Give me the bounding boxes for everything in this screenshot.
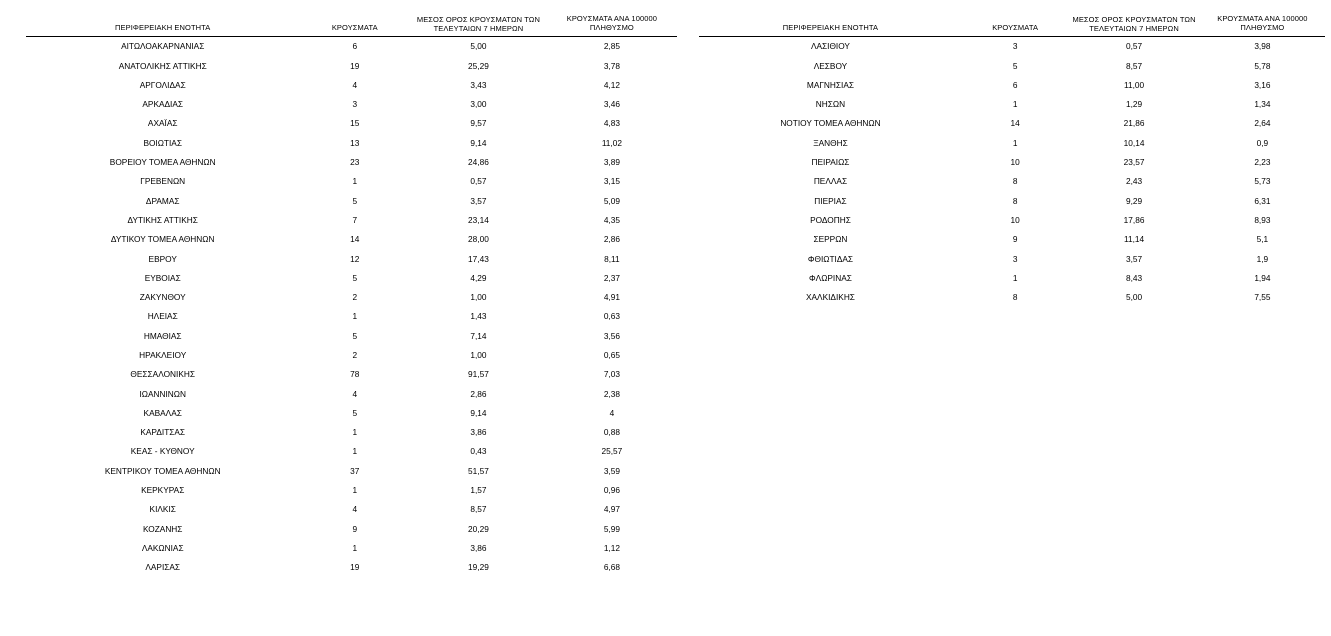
table-row bbox=[699, 153, 1325, 172]
cell-name: ΔΥΤΙΚΗΣ ΑΤΤΙΚΗΣ bbox=[127, 214, 198, 225]
cell-cases: 1 bbox=[352, 446, 358, 457]
table-row bbox=[26, 423, 677, 442]
cell-avg: 25,29 bbox=[468, 60, 489, 71]
cell-cases: 2 bbox=[352, 350, 358, 360]
cell-name: ΒΟΡΕΙΟΥ ΤΟΜΕΑ ΑΘΗΝΩΝ bbox=[109, 157, 216, 168]
cell-per100k: 1,34 bbox=[1254, 99, 1271, 110]
cell-avg: 17,43 bbox=[468, 253, 489, 264]
cell-name: ΔΥΤΙΚΟΥ ΤΟΜΕΑ ΑΘΗΝΩΝ bbox=[110, 234, 215, 245]
cell-name: ΑΡΚΑΔΙΑΣ bbox=[142, 99, 184, 110]
table-row bbox=[699, 191, 1325, 210]
cell-cases: 5 bbox=[352, 195, 358, 206]
cell-avg: 9,14 bbox=[470, 407, 487, 418]
cell-avg: 1,43 bbox=[470, 311, 487, 322]
cell-avg: 2,43 bbox=[1125, 176, 1143, 187]
cell-avg: 91,57 bbox=[468, 369, 489, 380]
cell-name: ΑΝΑΤΟΛΙΚΗΣ ΑΤΤΙΚΗΣ bbox=[118, 60, 207, 71]
cell-cases: 6 bbox=[1012, 79, 1018, 90]
cell-per100k: 2,37 bbox=[603, 272, 620, 283]
table-row bbox=[26, 268, 677, 287]
cell-cases: 9 bbox=[1012, 234, 1018, 245]
cell-cases: 1 bbox=[1012, 99, 1018, 110]
cell-cases: 8 bbox=[1012, 176, 1018, 187]
cell-name: ΝΟΤΙΟΥ ΤΟΜΕΑ ΑΘΗΝΩΝ bbox=[780, 118, 881, 129]
avg-header-line1: ΜΕΣΟΣ ΟΡΟΣ ΚΡΟΥΣΜΑΤΩΝ ΤΩΝ bbox=[1072, 15, 1196, 24]
cell-name: ΑΧΑΪΑΣ bbox=[147, 118, 178, 129]
table-row bbox=[699, 56, 1325, 75]
cell-per100k: 2,86 bbox=[603, 234, 620, 245]
cell-cases: 14 bbox=[350, 234, 360, 245]
cell-name: ΠΕΙΡΑΙΩΣ bbox=[811, 157, 850, 168]
table-row bbox=[26, 288, 677, 307]
cell-name: ΚΕΡΚΥΡΑΣ bbox=[141, 485, 185, 496]
regional-cases-table-right bbox=[699, 14, 1325, 307]
cell-cases: 14 bbox=[1010, 118, 1020, 129]
table-header-right bbox=[699, 14, 1325, 36]
table-row bbox=[26, 500, 677, 519]
cell-cases: 8 bbox=[1012, 292, 1018, 303]
cell-name: ΚΙΛΚΙΣ bbox=[149, 504, 176, 515]
cell-per100k: 2,64 bbox=[1254, 118, 1271, 129]
cell-name: ΣΕΡΡΩΝ bbox=[813, 234, 848, 245]
cell-per100k: 8,11 bbox=[604, 253, 620, 264]
cell-name: ΘΕΣΣΑΛΟΝΙΚΗΣ bbox=[130, 369, 195, 380]
cell-per100k: 8,93 bbox=[1254, 214, 1271, 225]
cell-name: ΠΙΕΡΙΑΣ bbox=[814, 195, 847, 206]
cell-name: ΛΕΣΒΟΥ bbox=[813, 60, 848, 71]
table-row bbox=[699, 75, 1325, 94]
table-row bbox=[26, 56, 677, 75]
cell-per100k: 0,65 bbox=[603, 350, 620, 360]
cell-cases: 3 bbox=[352, 99, 358, 110]
cell-per100k: 25,57 bbox=[601, 446, 623, 457]
cell-avg: 19,29 bbox=[468, 562, 489, 573]
cell-per100k: 0,96 bbox=[603, 485, 620, 496]
cell-avg: 21,86 bbox=[1123, 118, 1145, 129]
cell-name: ΦΘΙΩΤΙΔΑΣ bbox=[807, 253, 854, 264]
cell-name: ΑΡΓΟΛΙΔΑΣ bbox=[139, 79, 186, 90]
cell-name: ΜΑΓΝΗΣΙΑΣ bbox=[806, 79, 855, 90]
cell-per100k: 3,59 bbox=[603, 465, 620, 476]
cell-per100k: 2,85 bbox=[603, 41, 620, 52]
cell-cases: 13 bbox=[350, 137, 360, 148]
table-row bbox=[699, 36, 1325, 56]
cell-cases: 37 bbox=[350, 465, 360, 476]
cell-per100k: 4 bbox=[609, 407, 615, 418]
cell-avg: 8,43 bbox=[1125, 272, 1143, 283]
cell-avg: 3,57 bbox=[470, 195, 487, 206]
cell-avg: 17,86 bbox=[1123, 214, 1145, 225]
cell-cases: 6 bbox=[352, 41, 358, 52]
table-row bbox=[26, 210, 677, 229]
column-header-cases: ΚΡΟΥΣΜΑΤΑ bbox=[299, 14, 410, 36]
cell-avg: 28,00 bbox=[468, 234, 489, 245]
table-row bbox=[26, 346, 677, 365]
table-row bbox=[26, 153, 677, 172]
cell-avg: 9,57 bbox=[470, 118, 487, 129]
cell-name: ΠΕΛΛΑΣ bbox=[813, 176, 848, 187]
cell-name: ΕΒΡΟΥ bbox=[148, 253, 177, 264]
cell-avg: 7,14 bbox=[470, 330, 487, 341]
cell-per100k: 2,38 bbox=[603, 388, 620, 399]
column-header-region: ΠΕΡΙΦΕΡΕΙΑΚΗ ΕΝΟΤΗΤΑ bbox=[699, 14, 962, 36]
cell-cases: 12 bbox=[350, 253, 360, 264]
cell-per100k: 3,46 bbox=[603, 99, 620, 110]
cell-avg: 5,00 bbox=[470, 41, 487, 52]
tables-container bbox=[0, 14, 1331, 577]
cell-avg: 3,57 bbox=[1125, 253, 1143, 264]
cell-avg: 8,57 bbox=[1125, 60, 1143, 71]
cell-cases: 10 bbox=[1010, 157, 1020, 168]
cell-per100k: 6,68 bbox=[603, 562, 620, 573]
cell-name: ΗΡΑΚΛΕΙΟΥ bbox=[139, 350, 187, 360]
cell-name: ΚΕΝΤΡΙΚΟΥ ΤΟΜΕΑ ΑΘΗΝΩΝ bbox=[104, 465, 221, 476]
cell-name: ΚΟΖΑΝΗΣ bbox=[142, 523, 183, 534]
cell-cases: 1 bbox=[352, 311, 358, 322]
cell-cases: 3 bbox=[1012, 41, 1018, 52]
cell-name: ΦΛΩΡΙΝΑΣ bbox=[809, 272, 852, 283]
cell-name: ΛΑΡΙΣΑΣ bbox=[145, 562, 181, 573]
cell-per100k: 4,91 bbox=[603, 292, 620, 303]
cell-avg: 5,00 bbox=[1125, 292, 1143, 303]
cell-cases: 4 bbox=[352, 504, 358, 515]
cell-per100k: 1,9 bbox=[1256, 253, 1269, 264]
cell-name: ΚΑΡΔΙΤΣΑΣ bbox=[140, 427, 186, 438]
cell-avg: 3,86 bbox=[470, 427, 487, 438]
avg-header-line2: ΤΕΛΕΥΤΑΙΩΝ 7 ΗΜΕΡΩΝ bbox=[433, 24, 524, 34]
cell-cases: 19 bbox=[350, 562, 360, 573]
cell-per100k: 1,94 bbox=[1254, 272, 1271, 283]
table-row bbox=[26, 558, 677, 577]
avg-header-line2: ΤΕΛΕΥΤΑΙΩΝ 7 ΗΜΕΡΩΝ bbox=[1089, 24, 1179, 34]
table-row bbox=[26, 461, 677, 480]
table-row bbox=[699, 268, 1325, 287]
cell-name: ΛΑΣΙΘΙΟΥ bbox=[810, 41, 850, 52]
cell-name: ΙΩΑΝΝΙΝΩΝ bbox=[139, 388, 186, 399]
table-row bbox=[699, 288, 1325, 307]
cell-cases: 8 bbox=[1012, 195, 1018, 206]
cell-per100k: 3,56 bbox=[603, 330, 620, 341]
cell-cases: 7 bbox=[352, 214, 358, 225]
table-row bbox=[699, 210, 1325, 229]
cell-per100k: 6,31 bbox=[1254, 195, 1271, 206]
cell-cases: 1 bbox=[352, 542, 358, 553]
table-row bbox=[26, 36, 677, 56]
cell-per100k: 5,78 bbox=[1254, 60, 1271, 71]
cell-avg: 3,86 bbox=[470, 542, 487, 553]
cell-avg: 11,00 bbox=[1123, 79, 1145, 90]
cell-cases: 10 bbox=[1010, 214, 1020, 225]
table-row bbox=[26, 172, 677, 191]
cell-per100k: 4,12 bbox=[603, 79, 620, 90]
cell-avg: 11,14 bbox=[1123, 234, 1145, 245]
cell-avg: 1,00 bbox=[470, 292, 487, 303]
cell-name: ΗΛΕΙΑΣ bbox=[147, 311, 178, 322]
table-body-left bbox=[26, 36, 677, 577]
cell-cases: 5 bbox=[352, 330, 358, 341]
cell-avg: 0,57 bbox=[1125, 41, 1143, 52]
cell-name: ΡΟΔΟΠΗΣ bbox=[810, 214, 851, 225]
cell-avg: 0,43 bbox=[470, 446, 487, 457]
cell-cases: 9 bbox=[352, 523, 358, 534]
column-header-cases: ΚΡΟΥΣΜΑΤΑ bbox=[962, 14, 1068, 36]
cell-cases: 2 bbox=[352, 292, 358, 303]
cell-per100k: 3,15 bbox=[603, 176, 620, 187]
cell-avg: 9,29 bbox=[1125, 195, 1143, 206]
cell-name: ΚΕΑΣ - ΚΥΘΝΟΥ bbox=[130, 446, 195, 457]
cell-name: ΚΑΒΑΛΑΣ bbox=[143, 407, 182, 418]
cell-per100k: 0,63 bbox=[603, 311, 620, 322]
table-row bbox=[26, 191, 677, 210]
cell-cases: 4 bbox=[352, 79, 358, 90]
cell-cases: 15 bbox=[350, 118, 360, 129]
cell-per100k: 3,98 bbox=[1254, 41, 1271, 52]
cell-per100k: 3,89 bbox=[603, 157, 620, 168]
cell-cases: 19 bbox=[350, 60, 360, 71]
cell-per100k: 5,73 bbox=[1254, 176, 1271, 187]
cell-per100k: 5,99 bbox=[603, 523, 620, 534]
cell-avg: 24,86 bbox=[468, 157, 489, 168]
cell-per100k: 0,88 bbox=[603, 427, 620, 438]
cell-per100k: 5,09 bbox=[603, 195, 620, 206]
column-header-cases-per-100000: ΚΡΟΥΣΜΑΤΑ ΑΝΑ 100000 ΠΛΗΘΥΣΜΟ bbox=[547, 14, 677, 36]
column-header-7day-average bbox=[410, 14, 547, 36]
cell-name: ΛΑΚΩΝΙΑΣ bbox=[141, 542, 184, 553]
table-row bbox=[26, 95, 677, 114]
cell-cases: 5 bbox=[1012, 60, 1018, 71]
cell-avg: 1,29 bbox=[1125, 99, 1143, 110]
cell-per100k: 5,1 bbox=[1256, 234, 1269, 245]
table-row bbox=[26, 133, 677, 152]
cell-per100k: 0,9 bbox=[1256, 137, 1269, 148]
cell-per100k: 7,55 bbox=[1254, 292, 1271, 303]
table-row bbox=[26, 114, 677, 133]
cell-name: ΑΙΤΩΛΟΑΚΑΡΝΑΝΙΑΣ bbox=[121, 41, 205, 52]
cell-cases: 1 bbox=[352, 427, 358, 438]
cell-name: ΒΟΙΩΤΙΑΣ bbox=[143, 137, 182, 148]
cell-avg: 1,00 bbox=[470, 350, 487, 360]
cell-cases: 1 bbox=[1012, 137, 1018, 148]
cell-cases: 5 bbox=[352, 407, 358, 418]
cell-avg: 3,00 bbox=[470, 99, 487, 110]
cell-cases: 1 bbox=[352, 176, 358, 187]
table-header-left bbox=[26, 14, 677, 36]
cell-name: ΔΡΑΜΑΣ bbox=[145, 195, 180, 206]
cell-per100k: 7,03 bbox=[603, 369, 620, 380]
cell-cases: 1 bbox=[352, 485, 358, 496]
cell-avg: 23,14 bbox=[468, 214, 489, 225]
table-row bbox=[26, 307, 677, 326]
cell-name: ΝΗΣΩΝ bbox=[815, 99, 846, 110]
cell-per100k: 3,78 bbox=[603, 60, 620, 71]
column-header-region: ΠΕΡΙΦΕΡΕΙΑΚΗ ΕΝΟΤΗΤΑ bbox=[26, 14, 299, 36]
table-row bbox=[26, 519, 677, 538]
cell-avg: 3,43 bbox=[470, 79, 487, 90]
cell-cases: 1 bbox=[1012, 272, 1018, 283]
cell-per100k: 2,23 bbox=[1254, 157, 1271, 168]
cell-cases: 5 bbox=[352, 272, 358, 283]
cell-per100k: 4,97 bbox=[603, 504, 620, 515]
cell-cases: 78 bbox=[350, 369, 360, 380]
column-header-7day-average bbox=[1068, 14, 1199, 36]
table-row bbox=[26, 75, 677, 94]
cell-cases: 4 bbox=[352, 388, 358, 399]
cell-name: ΧΑΛΚΙΔΙΚΗΣ bbox=[805, 292, 855, 303]
avg-header-line1: ΜΕΣΟΣ ΟΡΟΣ ΚΡΟΥΣΜΑΤΩΝ ΤΩΝ bbox=[416, 15, 540, 24]
table-row bbox=[26, 384, 677, 403]
cell-avg: 20,29 bbox=[468, 523, 489, 534]
cell-per100k: 4,83 bbox=[603, 118, 620, 129]
cell-avg: 0,57 bbox=[470, 176, 487, 187]
table-row bbox=[26, 365, 677, 384]
table-body-right bbox=[699, 36, 1325, 307]
cell-cases: 23 bbox=[350, 157, 360, 168]
table-row bbox=[26, 442, 677, 461]
table-row bbox=[699, 249, 1325, 268]
table-row bbox=[26, 326, 677, 345]
cell-name: ΗΜΑΘΙΑΣ bbox=[143, 330, 182, 341]
cell-name: ΞΑΝΘΗΣ bbox=[813, 137, 848, 148]
cell-per100k: 3,16 bbox=[1254, 79, 1271, 90]
cell-avg: 23,57 bbox=[1123, 157, 1145, 168]
cell-avg: 1,57 bbox=[470, 485, 487, 496]
cell-per100k: 4,35 bbox=[603, 214, 620, 225]
regional-cases-table-left bbox=[26, 14, 677, 577]
cell-avg: 8,57 bbox=[470, 504, 487, 515]
table-row bbox=[26, 230, 677, 249]
table-row bbox=[699, 114, 1325, 133]
cell-name: ΖΑΚΥΝΘΟΥ bbox=[139, 292, 186, 303]
cell-per100k: 11,02 bbox=[601, 137, 622, 148]
table-row bbox=[26, 481, 677, 500]
cell-avg: 51,57 bbox=[468, 465, 489, 476]
cell-avg: 2,86 bbox=[470, 388, 487, 399]
cell-cases: 3 bbox=[1012, 253, 1018, 264]
table-row bbox=[699, 95, 1325, 114]
column-header-cases-per-100000: ΚΡΟΥΣΜΑΤΑ ΑΝΑ 100000 ΠΛΗΘΥΣΜΟ bbox=[1200, 14, 1325, 36]
cell-avg: 10,14 bbox=[1123, 137, 1145, 148]
cell-avg: 9,14 bbox=[470, 137, 487, 148]
cell-per100k: 1,12 bbox=[603, 542, 620, 553]
table-row bbox=[699, 172, 1325, 191]
table-row bbox=[699, 133, 1325, 152]
cell-avg: 4,29 bbox=[470, 272, 487, 283]
table-row bbox=[26, 538, 677, 557]
table-row bbox=[26, 403, 677, 422]
table-row bbox=[699, 230, 1325, 249]
table-row bbox=[26, 249, 677, 268]
cell-name: ΓΡΕΒΕΝΩΝ bbox=[140, 176, 186, 187]
cell-name: ΕΥΒΟΙΑΣ bbox=[144, 272, 181, 283]
